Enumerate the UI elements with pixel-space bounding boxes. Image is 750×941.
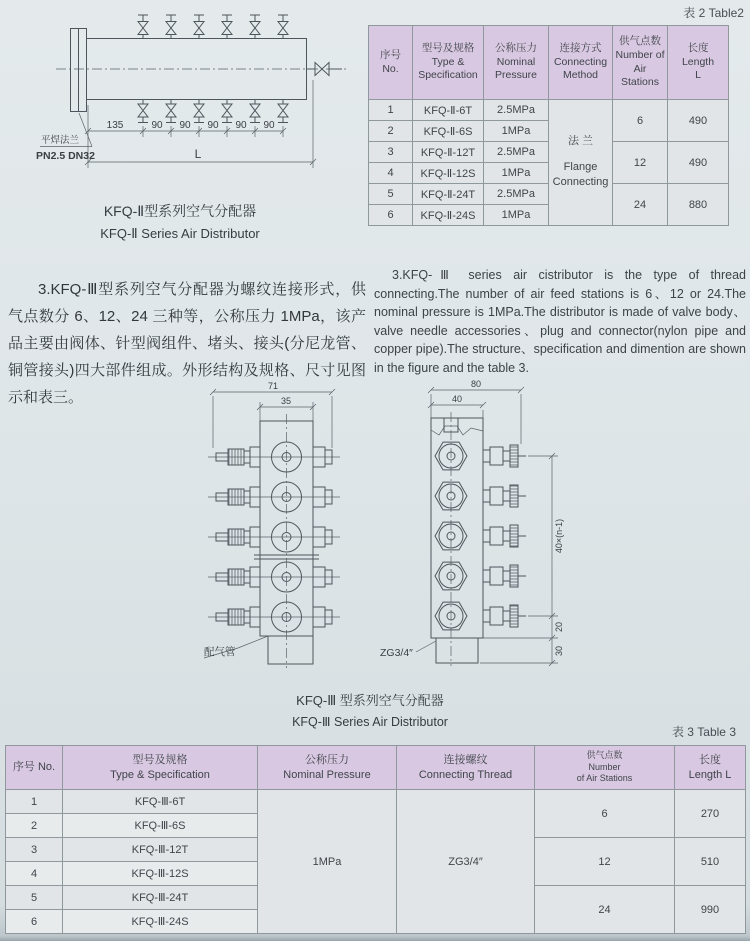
t3-no: 5	[6, 886, 63, 910]
t2-pressure: 1MPa	[484, 205, 549, 226]
t2-connecting-method: 法 兰 Flange Connecting	[549, 100, 613, 226]
dim-30: 30	[554, 645, 564, 657]
dim-80: 80	[470, 379, 482, 389]
t2-pressure: 2.5MPa	[484, 142, 549, 163]
flange-label: 平焊法兰	[41, 135, 80, 146]
t2-model: KFQ-Ⅱ-24S	[413, 205, 484, 226]
t3-header-pressure: 公称压力 Nominal Pressure	[258, 746, 397, 790]
table-row	[6, 790, 746, 814]
kfq2-caption	[70, 201, 290, 242]
t3-no: 6	[6, 910, 63, 934]
kfq3-caption-zh: KFQ-Ⅲ 型系列空气分配器	[296, 693, 444, 708]
t3-length: 510	[675, 838, 746, 886]
paragraph-en: 3.KFQ-Ⅲ series air cistributor is the type of thread connecting.The number of air feed stations is 6、12 or 24.The nominal pressure is 1MPa.The distributor is made of valve body、valve needle accessories、plug and connector(nylon pipe and copper pipe).The structure、specification and dimention are shown in the figure and the table 3.	[374, 268, 746, 375]
t2-no: 6	[369, 205, 413, 226]
t2-model: KFQ-Ⅱ-12S	[413, 163, 484, 184]
t2-pressure: 1MPa	[484, 121, 549, 142]
valve-stations	[208, 442, 340, 632]
t3-model: KFQ-Ⅲ-12T	[63, 838, 258, 862]
paragraph-zh: 3.KFQ-Ⅲ型系列空气分配器为螺纹连接形式，供气点数分 6、12、24 三种等，公称压力 1MPa，该产品主要由阀体、针型阀组件、堵头、接头(分尼龙管、铜管接头)四大部件组成。外形结构及规格、尺寸见图示和表三。	[8, 281, 366, 406]
top-valves	[138, 15, 288, 38]
distribution-pipe	[268, 636, 313, 664]
t3-model: KFQ-Ⅲ-6S	[63, 814, 258, 838]
dim-L: L	[194, 147, 202, 161]
dim-90: 90	[235, 120, 247, 131]
table3	[5, 745, 746, 934]
dim-90: 90	[151, 120, 163, 131]
thread-note	[380, 641, 436, 659]
table-row	[369, 100, 729, 121]
front-dimensions	[210, 381, 335, 448]
t3-pressure: 1MPa	[258, 790, 397, 934]
t3-model: KFQ-Ⅲ-12S	[63, 862, 258, 886]
page-bottom-edge	[0, 936, 750, 941]
dim-pitch: 40×(n-1)	[554, 518, 564, 554]
t2-header-stations: 供气点数 Number of Air Stations	[613, 26, 668, 100]
t3-no: 4	[6, 862, 63, 886]
t2-header-no: 序号 No.	[369, 26, 413, 100]
dim-90: 90	[207, 120, 219, 131]
t2-model: KFQ-Ⅱ-24T	[413, 184, 484, 205]
t2-pressure: 2.5MPa	[484, 184, 549, 205]
t3-header-thread: 连接螺纹 Connecting Thread	[397, 746, 535, 790]
thread-label: ZG3/4″	[380, 647, 413, 659]
table3-label: 表 3 Table 3	[671, 725, 736, 739]
t2-stations: 6	[613, 100, 668, 142]
t3-header-stations: 供气点数 Number of Air Stations	[535, 746, 675, 790]
t2-model: KFQ-Ⅱ-6S	[413, 121, 484, 142]
t3-header-length: 长度 Length L	[675, 746, 746, 790]
t3-thread: ZG3/4″	[397, 790, 535, 934]
dim-135: 135	[106, 120, 124, 131]
table2	[368, 25, 729, 226]
t3-no: 3	[6, 838, 63, 862]
drain-valve	[307, 63, 342, 76]
break-line	[431, 426, 483, 435]
t3-length: 270	[675, 790, 746, 838]
t3-model: KFQ-Ⅲ-6T	[63, 790, 258, 814]
t2-model: KFQ-Ⅱ-12T	[413, 142, 484, 163]
dim-35: 35	[280, 396, 292, 406]
t3-no: 1	[6, 790, 63, 814]
t2-header-length: 长度 Length L	[668, 26, 729, 100]
pipe-note	[204, 636, 268, 658]
t2-pressure: 1MPa	[484, 163, 549, 184]
t2-no: 3	[369, 142, 413, 163]
kfq3-front-view-drawing	[180, 378, 385, 670]
t2-no: 4	[369, 163, 413, 184]
t2-no: 5	[369, 184, 413, 205]
t3-model: KFQ-Ⅲ-24S	[63, 910, 258, 934]
dim-90: 90	[179, 120, 191, 131]
side-valve-stations	[435, 442, 526, 630]
t2-no: 1	[369, 100, 413, 121]
t2-header-method: 连接方式 Connecting Method	[549, 26, 613, 100]
t2-no: 2	[369, 121, 413, 142]
side-dimensions-top	[428, 379, 524, 444]
t2-pressure: 2.5MPa	[484, 100, 549, 121]
flange-spec: PN2.5 DN32	[36, 150, 95, 162]
t3-model: KFQ-Ⅲ-24T	[63, 886, 258, 910]
t3-no: 2	[6, 814, 63, 838]
dim-90: 90	[263, 120, 275, 131]
kfq2-caption-en: KFQ-Ⅱ Series Air Distributor	[100, 226, 260, 241]
flange-note	[36, 113, 95, 162]
t3-stations: 12	[535, 838, 675, 886]
t3-stations: 6	[535, 790, 675, 838]
pipe-label: 配气管	[204, 646, 236, 658]
t2-length: 490	[668, 100, 729, 142]
kfq2-caption-zh: KFQ-Ⅱ型系列空气分配器	[103, 203, 257, 219]
t2-length: 880	[668, 184, 729, 226]
t2-header-type: 型号及规格 Type & Specification	[413, 26, 484, 100]
t2-stations: 24	[613, 184, 668, 226]
kfq3-caption	[255, 690, 485, 729]
t3-header-no: 序号 No.	[6, 746, 63, 790]
t3-length: 990	[675, 886, 746, 934]
side-dimensions-right	[480, 453, 564, 666]
t3-stations: 24	[535, 886, 675, 934]
dim-71: 71	[267, 381, 279, 391]
t2-stations: 12	[613, 142, 668, 184]
t2-header-pressure: 公称压力 Nominal Pressure	[484, 26, 549, 100]
dim-40: 40	[451, 394, 463, 404]
flange	[71, 29, 87, 112]
table2-label: 表 2 Table2	[683, 6, 744, 20]
kfq3-side-view-drawing	[378, 368, 603, 670]
t3-header-type: 型号及规格 Type & Specification	[63, 746, 258, 790]
manifold-body-side	[431, 418, 483, 638]
dimension-row	[85, 105, 286, 168]
kfq3-caption-en: KFQ-Ⅲ Series Air Distributor	[292, 715, 448, 729]
dim-20: 20	[554, 621, 564, 633]
t2-model: KFQ-Ⅱ-6T	[413, 100, 484, 121]
threaded-base	[436, 638, 478, 663]
t2-length: 490	[668, 142, 729, 184]
